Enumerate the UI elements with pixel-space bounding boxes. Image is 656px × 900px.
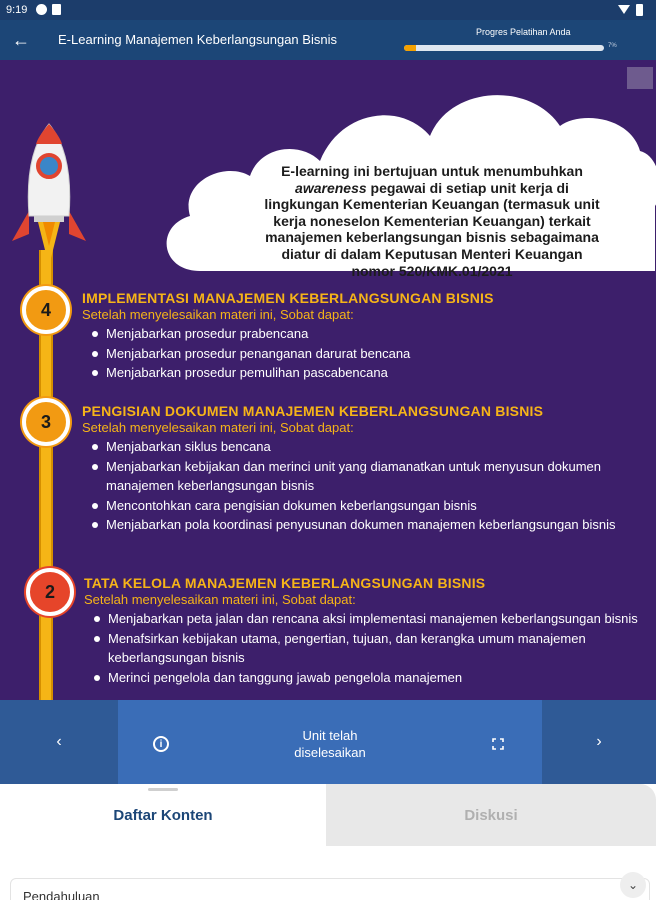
progress-fill [404,45,416,51]
module-section [82,403,642,535]
next-button[interactable] [542,700,656,784]
list-item-label: Pendahuluan [23,889,100,900]
intro-line [212,180,652,197]
progress-label: Progres Pelatihan Anda [476,27,571,37]
unit-status [260,727,400,761]
wifi-icon [618,5,630,14]
intro-text [212,163,652,279]
module-title: PENGISIAN DOKUMEN MANAJEMEN KEBERLANGSUNGAN BISNIS [82,403,544,419]
list-item: Mencontohkan cara pengisian dokumen keberlangsungan bisnis [82,496,642,516]
list-item: Menjabarkan prosedur pemulihan pascabencana [82,363,642,383]
progress-percent: 7% [608,43,617,49]
unit-navigation [0,700,656,784]
list-item: Menjabarkan peta jalan dan rencana aksi implementasi manajemen keberlangsungan bisnis [84,609,644,629]
fullscreen-icon[interactable] [492,738,504,750]
unit-status-line: Unit telah [302,728,358,743]
module-section [82,290,642,383]
tab-diskusi[interactable] [326,784,656,846]
sheet-handle[interactable] [148,788,178,791]
objective-list [82,437,642,535]
intro-line: diatur di dalam Keputusan Menteri Keuangan [281,245,583,262]
intro-line-rest: pegawai di setiap unit kerja di [366,179,569,196]
objective-list [82,324,642,383]
intro-line: lingkungan Kementerian Keuangan (termasuk unit [264,196,600,213]
intro-line: E-learning ini bertujuan untuk menumbuhkan [281,163,583,179]
battery-icon [636,4,643,16]
intro-line: manajemen keberlangsungan bisnis sebagaimana [265,229,599,246]
notification-icon [36,4,47,15]
intro-line: nomor 520/KMK.01/2021 [351,262,513,279]
list-item: Menjabarkan siklus bencana [82,437,642,457]
step-badge-4: 4 [22,286,70,334]
objective-list [84,609,644,687]
module-section [84,575,644,687]
tab-daftar-konten[interactable] [0,784,326,846]
step-badge-3: 3 [22,398,70,446]
tab-label: Daftar Konten [113,806,213,824]
list-item: Merinci pengelola dan tanggung jawab pengelola manajemen [84,668,644,688]
unit-status-line: diselesaikan [294,745,366,760]
app-bar [0,20,656,60]
previous-button[interactable] [0,700,118,784]
list-item[interactable] [10,878,650,900]
list-item: Menjabarkan pola koordinasi penyusunan dokumen manajemen keberlangsungan bisnis [82,515,642,535]
intro-line: kerja noneselon Kementerian Keuangan) terkait [273,212,591,229]
progress-bar [404,45,604,51]
list-item: Menafsirkan kebijakan utama, pengertian, tujuan, dan kerangka umum manajemen keberlangsungan bisnis [84,629,644,668]
info-icon[interactable]: i [153,736,169,752]
chevron-left-icon: ‹ [56,733,62,750]
module-subtitle: Setelah menyelesaikan materi ini, Sobat dapat: [84,592,356,607]
chevron-right-icon: › [596,733,602,750]
status-time: 9:19 [6,4,28,16]
module-title: IMPLEMENTASI MANAJEMEN KEBERLANGSUNGAN BISNIS [82,290,494,306]
content-sheet [0,784,656,900]
list-item: Menjabarkan prosedur penanganan darurat bencana [82,344,642,364]
intro-emphasis: awareness [295,179,367,196]
module-subtitle: Setelah menyelesaikan materi ini, Sobat dapat: [82,420,354,435]
rocket-icon [4,116,94,286]
module-subtitle: Setelah menyelesaikan materi ini, Sobat dapat: [82,307,354,322]
module-title: TATA KELOLA MANAJEMEN KEBERLANGSUNGAN BISNIS [84,575,486,591]
list-item: Menjabarkan prosedur prabencana [82,324,642,344]
tab-label: Diskusi [464,806,518,824]
course-overview [0,60,656,700]
step-badge-2: 2 [26,568,74,616]
chevron-down-icon[interactable]: ⌄ [620,872,646,898]
list-item: Menjabarkan kebijakan dan merinci unit yang diamanatkan untuk menyusun dokumen manajemen keberlangsungan bisnis [82,457,642,496]
sd-card-icon [52,4,61,15]
status-bar [0,0,656,20]
back-arrow-icon[interactable]: ← [12,29,30,50]
page-title: E-Learning Manajemen Keberlangsungan Bisnis [58,32,337,47]
